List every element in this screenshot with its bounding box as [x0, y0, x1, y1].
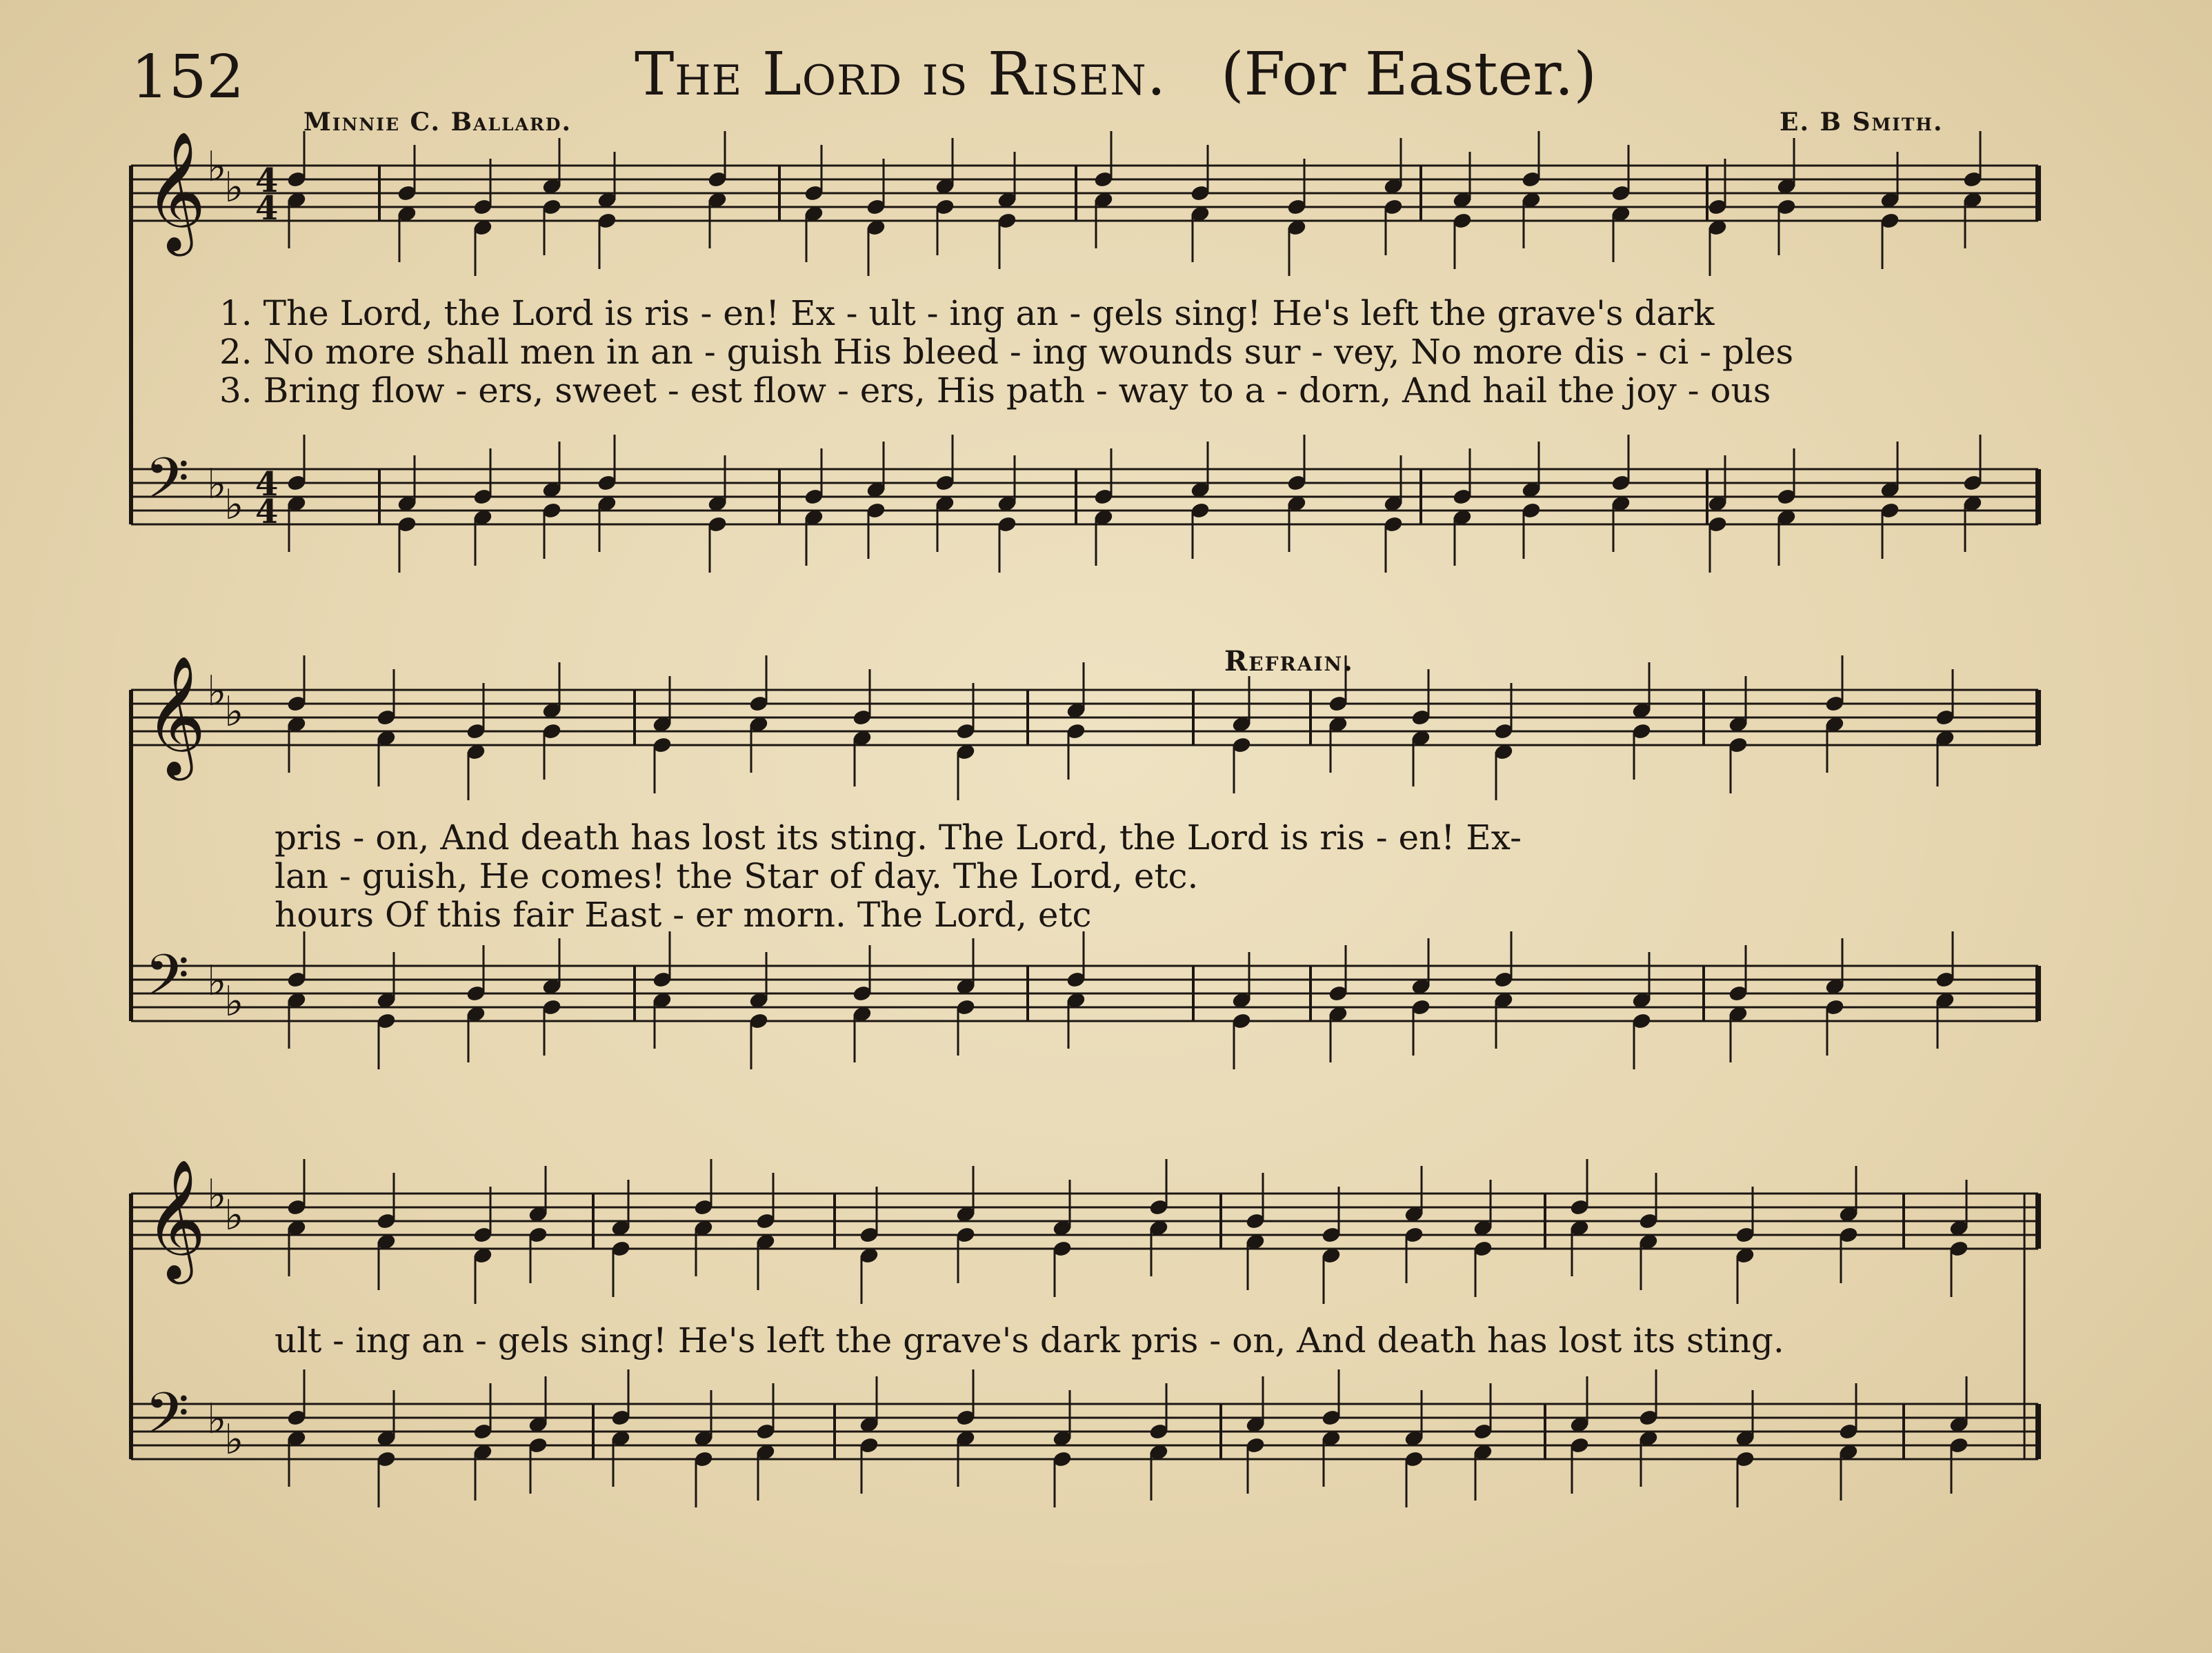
flat-icon: ♭	[207, 667, 227, 715]
flat-icon: ♭	[207, 1171, 227, 1219]
treble-clef-icon: 𝄞	[145, 131, 206, 251]
flat-icon: ♭	[207, 1395, 227, 1443]
system1-verse3-lyrics: 3. Bring flow - ers, sweet - est flow - ers, His path - way to a - dorn, And hail the joy - ous	[219, 370, 1771, 410]
system2-verse1-lyrics: pris - on, And death has lost its sting. The Lord, the Lord is ris - en! Ex-	[275, 818, 1522, 858]
flat-icon: ♭	[224, 1416, 244, 1464]
time-signature-digit: 4	[255, 465, 279, 504]
flat-icon: ♭	[207, 957, 227, 1005]
system2-verse2-lyrics: lan - guish, He comes! the Star of day. The Lord, etc.	[275, 856, 1199, 896]
system1-verse2-lyrics: 2. No more shall men in an - guish His bleed - ing wounds sur - vey, No more dis - ci - ples	[219, 332, 1794, 372]
hymn-title: The Lord is Risen.	[635, 40, 1167, 109]
flat-icon: ♭	[224, 481, 244, 529]
bass-clef-icon: 𝄢	[145, 445, 190, 526]
flat-icon: ♭	[224, 164, 244, 212]
composer-credit: E. B Smith.	[1780, 108, 1944, 137]
treble-clef-icon: 𝄞	[145, 655, 206, 775]
refrain-label: Refrain.	[1224, 645, 1355, 677]
system1-verse1-lyrics: 1. The Lord, the Lord is ris - en! Ex - ult - ing an - gels sing! He's left the grave's dark	[219, 293, 1715, 333]
time-signature-digit: 4	[255, 189, 279, 228]
page-number: 152	[131, 43, 245, 112]
time-signature-digit: 4	[255, 493, 279, 531]
lyricist-credit: Minnie C. Ballard.	[303, 108, 572, 137]
hymn-subtitle: (For Easter.)	[1221, 40, 1597, 109]
flat-icon: ♭	[207, 143, 227, 191]
treble-clef-icon: 𝄞	[145, 1159, 206, 1279]
time-signature-digit: 4	[255, 161, 279, 200]
bass-clef-icon: 𝄢	[145, 942, 190, 1022]
system3-verse1-lyrics: ult - ing an - gels sing! He's left the grave's dark pris - on, And death has lost its sting.	[275, 1320, 1784, 1360]
flat-icon: ♭	[207, 460, 227, 508]
flat-icon: ♭	[224, 1191, 244, 1240]
bass-clef-icon: 𝄢	[145, 1380, 190, 1461]
flat-icon: ♭	[224, 978, 244, 1026]
flat-icon: ♭	[224, 688, 244, 736]
system2-verse3-lyrics: hours Of this fair East - er morn. The Lord, etc	[275, 895, 1092, 935]
